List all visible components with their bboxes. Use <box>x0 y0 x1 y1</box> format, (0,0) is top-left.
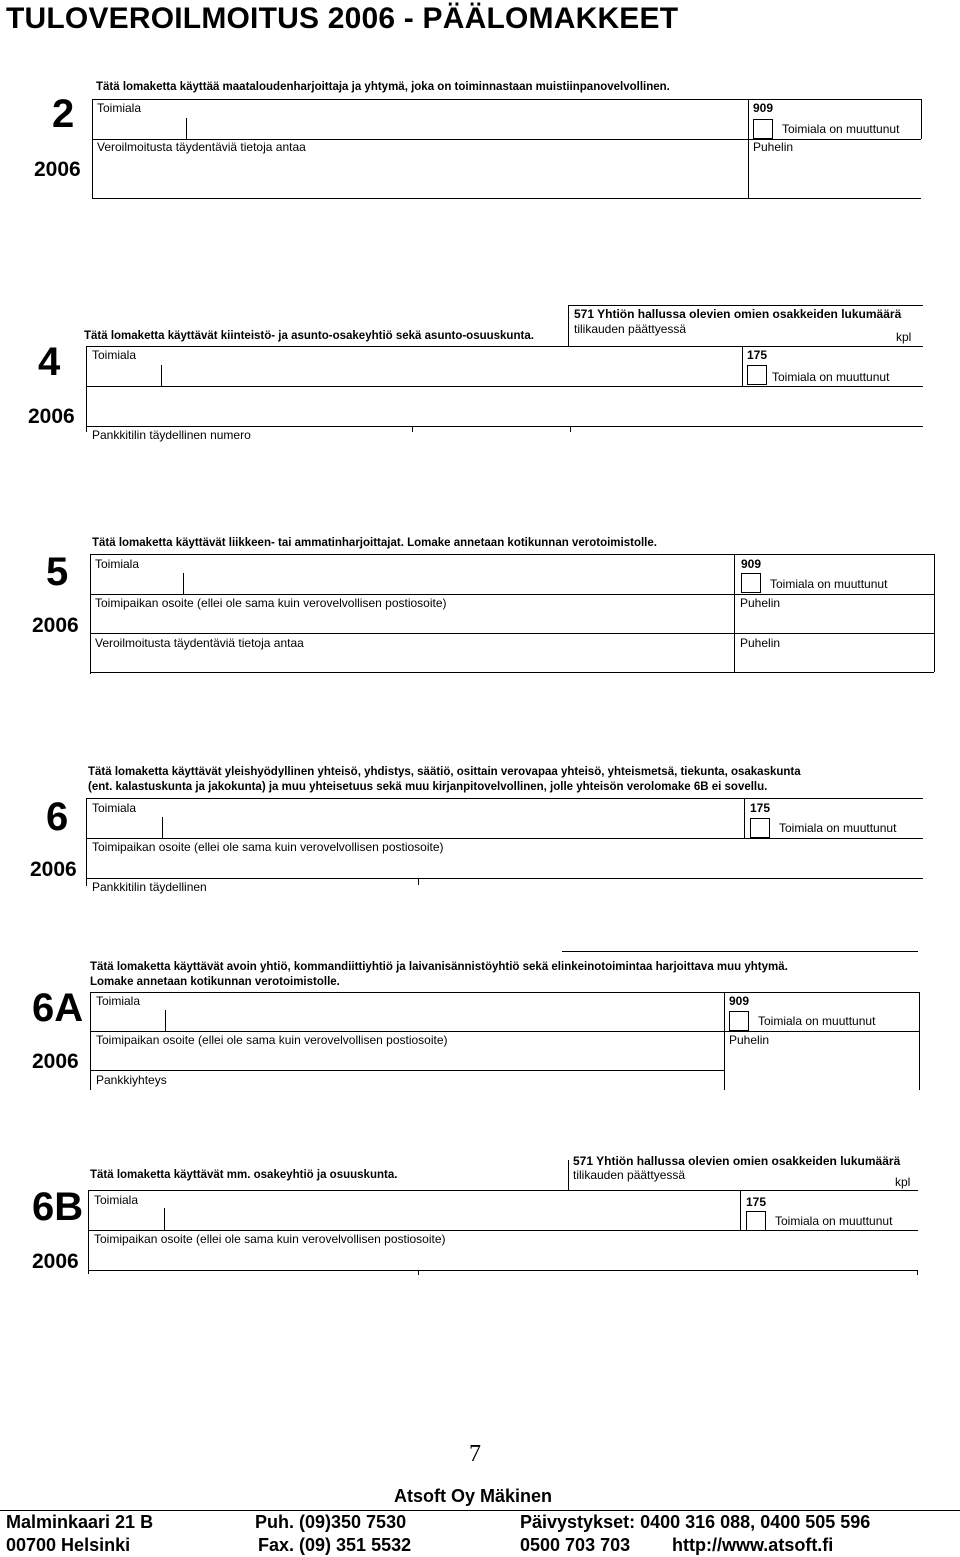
form-border <box>921 99 922 139</box>
supplement-label: Veroilmoitusta täydentäviä tietoja antaa <box>97 140 306 154</box>
row-divider <box>86 386 923 387</box>
form-border <box>568 305 923 306</box>
form-number: 6A <box>32 986 84 1030</box>
toimiala-changed-checkbox[interactable] <box>746 1211 766 1231</box>
footer-website-link[interactable]: http://www.atsoft.fi <box>672 1535 834 1555</box>
row-divider <box>90 633 934 634</box>
row-divider <box>86 426 923 427</box>
address-label: Toimipaikan osoite (ellei ole sama kuin verovelvollisen postiosoite) <box>95 596 447 610</box>
form-description: Lomake annetaan kotikunnan verotoimistolle. <box>90 976 340 988</box>
field-tick <box>418 878 419 885</box>
field-tick <box>161 365 162 386</box>
form-description: Tätä lomaketta käyttävät avoin yhtiö, kommandiittiyhtiö ja laivanisännistöyhtiö sekä elinkeinotoimintaa harjoittava muu yhtymä. <box>90 961 788 973</box>
toimiala-changed-label: Toimiala on muuttunut <box>770 577 888 591</box>
field-tick <box>162 817 163 838</box>
code-175: 175 <box>747 348 768 362</box>
form-border <box>90 554 91 674</box>
form-year: 2006 <box>28 405 75 428</box>
shares-label: 571 Yhtiön hallussa olevien omien osakkeiden lukumäärä <box>573 1154 901 1168</box>
cut-off-border <box>562 951 918 952</box>
form-border <box>88 1190 89 1274</box>
bank-account-label: Pankkitilin täydellinen <box>92 880 207 894</box>
column-divider <box>724 992 725 1090</box>
page-number: 7 <box>469 1441 481 1467</box>
footer-duty-phones: Päivystykset: 0400 316 088, 0400 505 596 <box>520 1512 871 1532</box>
footer-fax: Fax. (09) 351 5532 <box>258 1535 412 1555</box>
form-year: 2006 <box>32 1250 79 1273</box>
form-number: 6B <box>32 1185 84 1229</box>
toimiala-label: Toimiala <box>97 101 142 115</box>
field-tick <box>412 426 413 432</box>
bank-label: Pankkiyhteys <box>96 1073 167 1087</box>
field-tick <box>183 573 184 594</box>
field-tick <box>570 426 571 432</box>
cut-off-row <box>570 1154 920 1168</box>
row-divider <box>88 1270 918 1271</box>
row-divider <box>88 1230 918 1231</box>
form-number: 2 <box>52 92 75 136</box>
column-divider <box>734 554 735 672</box>
code-175: 175 <box>746 1195 767 1209</box>
supplement-label: Veroilmoitusta täydentäviä tietoja antaa <box>95 636 304 650</box>
toimiala-changed-label: Toimiala on muuttunut <box>758 1014 876 1028</box>
form-border <box>934 554 935 672</box>
bank-account-label: Pankkitilin täydellinen numero <box>92 428 251 442</box>
form-year: 2006 <box>34 158 81 181</box>
form-border <box>90 554 934 555</box>
form-border <box>86 798 87 886</box>
form-description: Tätä lomaketta käyttävät kiinteistö- ja asunto-osakeyhtiö sekä asunto-osuuskunta. <box>84 330 534 342</box>
form-description: (ent. kalastuskunta ja jakokunta) ja muu yhteisetuus sekä muu kirjanpitovelvollinen, jolle yhteisön verolomake 6B ei sovellu. <box>88 781 768 793</box>
form-border <box>86 346 923 347</box>
footer-duty-phone: 0500 703 703 <box>520 1535 631 1555</box>
form-border <box>92 99 921 100</box>
form-description: Tätä lomaketta käyttävät mm. osakeyhtiö ja osuuskunta. <box>90 1169 398 1181</box>
row-divider <box>90 1070 724 1071</box>
row-divider <box>86 878 923 879</box>
footer-company: Atsoft Oy Mäkinen <box>394 1486 553 1506</box>
form-border <box>568 1160 569 1190</box>
toimiala-changed-label: Toimiala on muuttunut <box>782 122 900 136</box>
form-number: 4 <box>38 340 61 384</box>
toimiala-label: Toimiala <box>96 994 141 1008</box>
toimiala-changed-label: Toimiala on muuttunut <box>775 1214 893 1228</box>
code-909: 909 <box>741 557 762 571</box>
phone-label: Puhelin <box>740 596 781 610</box>
row-divider <box>86 838 923 839</box>
form-border <box>568 305 569 346</box>
footer-city: 00700 Helsinki <box>6 1535 131 1555</box>
page-title: TULOVEROILMOITUS 2006 - PÄÄLOMAKKEET <box>6 2 679 35</box>
form-description: Tätä lomaketta käyttää maataloudenharjoittaja ja yhtymä, joka on toiminnastaan muistiinpanovelvollinen. <box>96 81 670 93</box>
form-border <box>88 1190 918 1191</box>
form-border <box>86 346 87 432</box>
form-border <box>90 992 919 993</box>
field-tick <box>917 1270 918 1275</box>
shares-label-cont: tilikauden päättyessä <box>574 322 687 336</box>
field-tick <box>186 118 187 139</box>
unit-label: kpl <box>895 1175 911 1189</box>
row-divider <box>90 594 934 595</box>
form-border <box>90 992 91 1090</box>
footer-rule <box>0 1510 960 1511</box>
toimiala-label: Toimiala <box>92 348 137 362</box>
toimiala-label: Toimiala <box>94 1193 139 1207</box>
toimiala-changed-checkbox[interactable] <box>729 1011 749 1031</box>
form-number: 6 <box>46 795 69 839</box>
shares-label-cont: tilikauden päättyessä <box>573 1168 686 1182</box>
toimiala-changed-checkbox[interactable] <box>747 365 767 385</box>
field-tick <box>164 1208 165 1230</box>
address-label: Toimipaikan osoite (ellei ole sama kuin verovelvollisen postiosoite) <box>96 1033 448 1047</box>
code-909: 909 <box>753 101 774 115</box>
column-divider <box>744 798 745 838</box>
cut-off-row <box>90 880 230 894</box>
code-909: 909 <box>729 994 750 1008</box>
form-year: 2006 <box>30 858 77 881</box>
phone-label: Puhelin <box>753 140 794 154</box>
form-description: Tätä lomaketta käyttävät liikkeen- tai ammatinharjoittajat. Lomake annetaan kotikunnan verotoimistolle. <box>92 537 657 549</box>
row-divider <box>90 1031 919 1032</box>
toimiala-changed-checkbox[interactable] <box>753 119 773 139</box>
address-label: Toimipaikan osoite (ellei ole sama kuin verovelvollisen postiosoite) <box>92 840 444 854</box>
form-border <box>919 992 920 1090</box>
form-year: 2006 <box>32 1050 79 1073</box>
cut-off-row <box>90 428 290 442</box>
unit-label: kpl <box>896 330 912 344</box>
toimiala-changed-checkbox[interactable] <box>750 818 770 838</box>
column-divider <box>740 1190 741 1230</box>
form-year: 2006 <box>32 614 79 637</box>
phone-label: Puhelin <box>740 636 781 650</box>
form-number: 5 <box>46 550 69 594</box>
form-border <box>90 672 934 673</box>
field-tick <box>418 1270 419 1275</box>
phone-label: Puhelin <box>729 1033 770 1047</box>
toimiala-changed-checkbox[interactable] <box>741 573 761 593</box>
form-border <box>86 798 923 799</box>
toimiala-label: Toimiala <box>92 801 137 815</box>
footer-phone: Puh. (09)350 7530 <box>255 1512 407 1532</box>
column-divider <box>742 346 743 386</box>
shares-label: 571 Yhtiön hallussa olevien omien osakkeiden lukumäärä <box>574 307 902 321</box>
toimiala-changed-label: Toimiala on muuttunut <box>779 821 897 835</box>
footer-address: Malminkaari 21 B <box>6 1512 154 1532</box>
form-border <box>92 99 93 199</box>
column-divider <box>748 99 749 199</box>
form-border <box>92 198 921 199</box>
toimiala-changed-label: Toimiala on muuttunut <box>772 370 890 384</box>
address-label: Toimipaikan osoite (ellei ole sama kuin verovelvollisen postiosoite) <box>94 1232 446 1246</box>
toimiala-label: Toimiala <box>95 557 140 571</box>
form-description: Tätä lomaketta käyttävät yleishyödyllinen yhteisö, yhdistys, säätiö, osittain verovapaa yhteisö, yhteismetsä, tiekunta, osakaskunta <box>88 766 801 778</box>
code-175: 175 <box>750 801 771 815</box>
field-tick <box>165 1010 166 1031</box>
